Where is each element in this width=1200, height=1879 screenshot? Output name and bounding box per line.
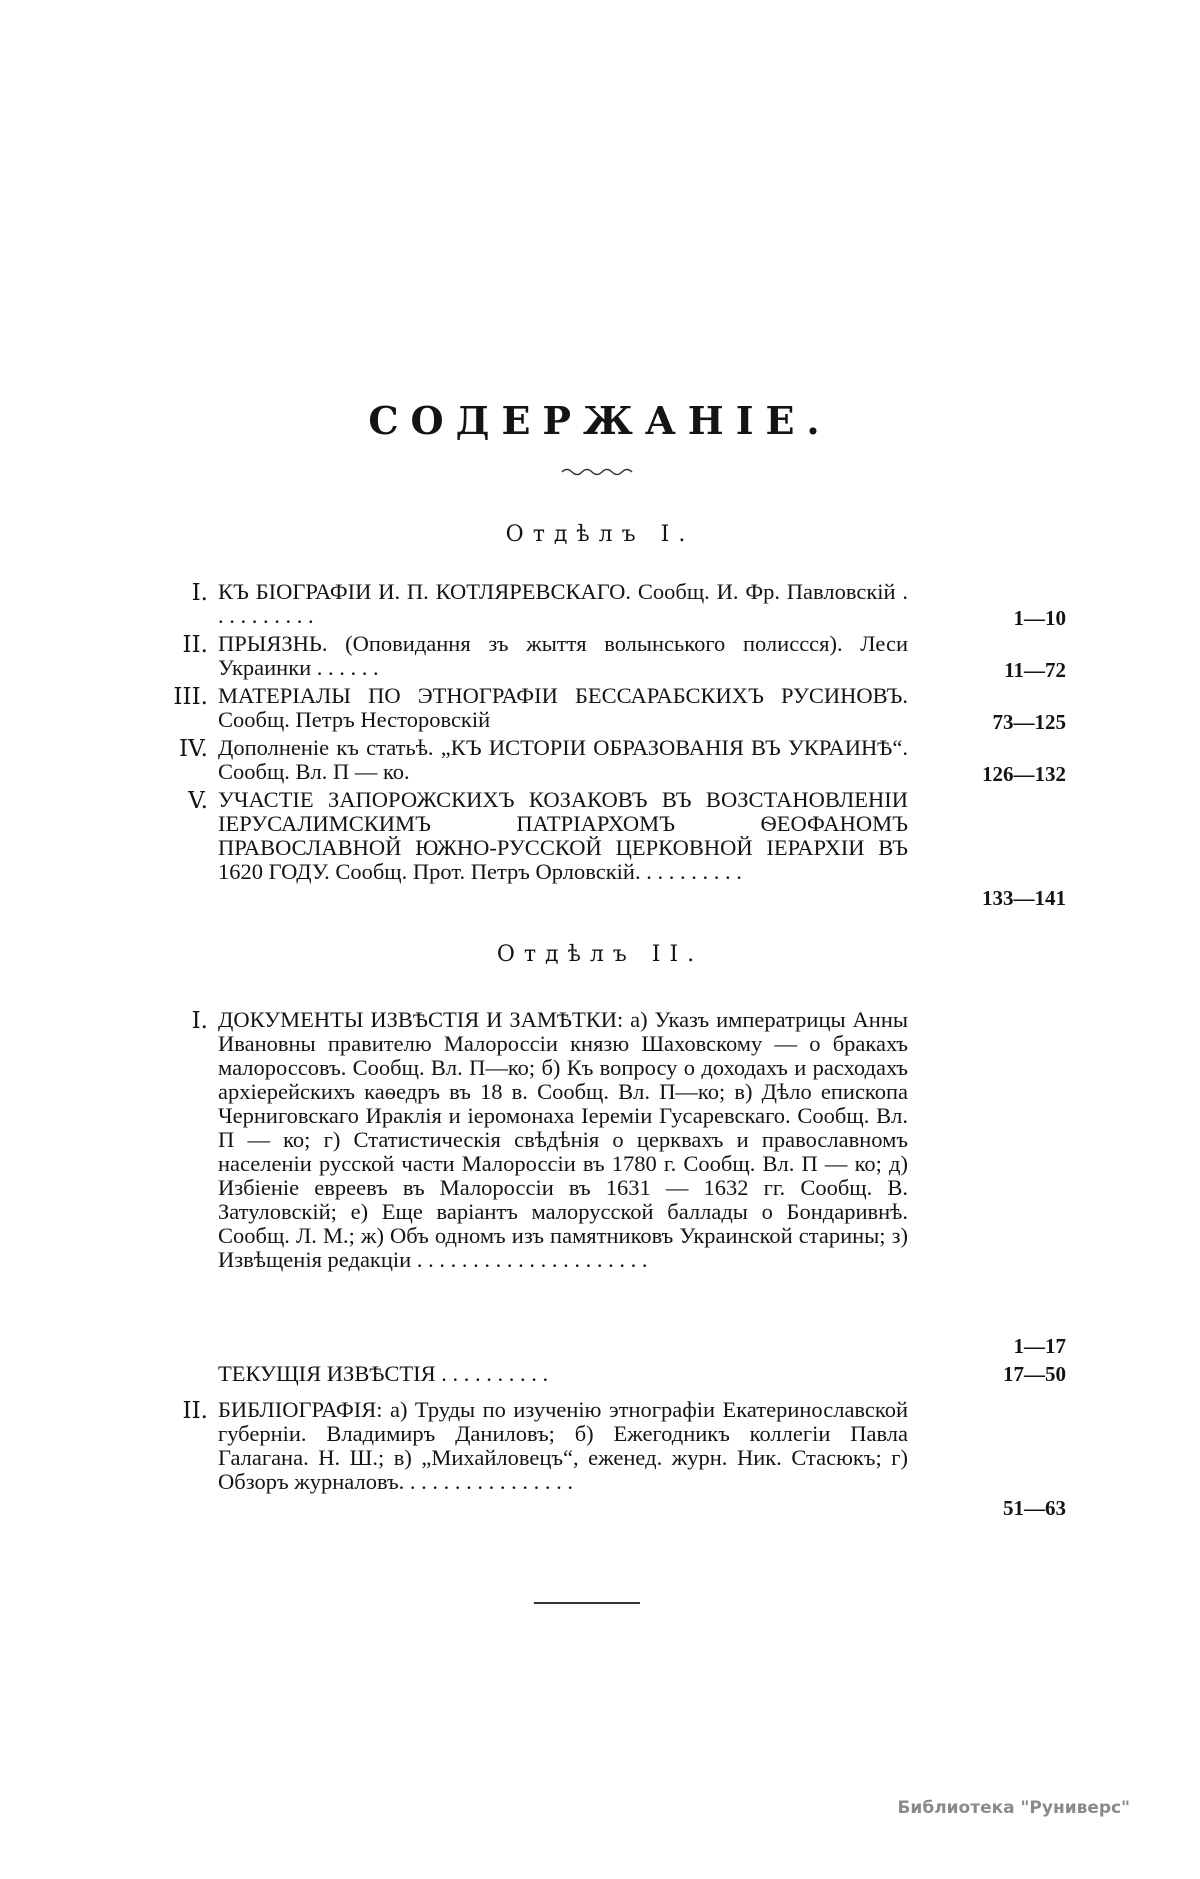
entry-pages: 51—63 <box>1003 1496 1066 1520</box>
entry-number: I. <box>191 580 208 606</box>
entry-text: ТЕКУЩІЯ ИЗВѢСТІЯ . . . . . . . . . . <box>218 1361 549 1386</box>
section-1-heading: Отдѣлъ I. <box>505 522 695 547</box>
entry-number: II. <box>182 632 208 658</box>
entry-pages: 17—50 <box>1003 1362 1066 1386</box>
entry-number: V. <box>188 788 208 814</box>
entry-text: КЪ БІОГРАФІИ И. П. КОТЛЯРЕВСКАГО. Сообщ. И. Фр. Павловскій . . . . . . . . . . <box>218 579 908 628</box>
entry-number: I. <box>191 1008 208 1034</box>
entry-number: II. <box>182 1398 208 1424</box>
entry-text: Дополненіе къ статьѣ. „КЪ ИСТОРІИ ОБРАЗОВАНІЯ ВЪ УКРАИНѢ“. Сообщ. Вл. П — ко. <box>218 735 908 784</box>
entry-pages: 133—141 <box>982 886 1066 910</box>
entry-number: IV. <box>179 736 208 762</box>
entry-pages: 73—125 <box>992 710 1066 734</box>
entry-text: БИБЛІОГРАФІЯ: а) Труды по изученію этнографіи Екатеринославской губерніи. Владимиръ Даниловъ; б) Ежегодникъ коллегіи Павла Галагана. Н. Ш.; в) „Михайловецъ“, еженед. журн. Ник. Стасюкъ; г) Обзоръ журналовъ. . . . . . . . . . . . . . . . <box>218 1397 908 1494</box>
entry-text: ПРЫЯЗНЬ. (Оповидання зъ жыття волынського полиссся). Леси Украинки . . . . . . <box>218 631 908 680</box>
page-title: СОДЕРЖАНІЕ. <box>368 398 832 443</box>
entry-text: УЧАСТІЕ ЗАПОРОЖСКИХЪ КОЗАКОВЪ ВЪ ВОЗСТАНОВЛЕНІИ ІЕРУСАЛИМСКИМЪ ПАТРІАРХОМЪ ѲЕОФАНОМЪ ПРАВОСЛАВНОЙ ЮЖНО-РУССКОЙ ЦЕРКОВНОЙ ІЕРАРХІИ ВЪ 1620 ГОДУ. Сообщ. Прот. Петръ Орловскій. . . . . . . . . . <box>218 787 908 884</box>
entry-pages: 126—132 <box>982 762 1066 786</box>
title-ornament <box>560 466 640 478</box>
entry-pages: 1—10 <box>1013 606 1066 630</box>
entry-pages: 1—17 <box>1013 1334 1066 1358</box>
entry-number: III. <box>173 684 208 710</box>
closing-rule <box>534 1602 640 1604</box>
entry-pages: 11—72 <box>1004 658 1066 682</box>
section-2-heading: Отдѣлъ II. <box>496 942 704 967</box>
entry-text: МАТЕРІАЛЫ ПО ЭТНОГРАФІИ БЕССАРАБСКИХЪ РУСИНОВЪ. Сообщ. Петръ Несторовскій <box>218 683 908 732</box>
entry-text: ДОКУМЕНТЫ ИЗВѢСТІЯ И ЗАМѢТКИ: а) Указъ императрицы Анны Ивановны правителю Малороссіи князю Шаховскому — о бракахъ малороссовъ. Сообщ. Вл. П—ко; б) Къ вопросу о доходахъ и расходахъ архіерейскихъ каѳедръ въ 18 в. Сообщ. Вл. П—ко; в) Дѣло епископа Черниговскаго Ираклія и іеромонаха Іереміи Гусаревскаго. Сообщ. Вл. П — ко; г) Статистическія свѣдѣнія о церквахъ и православномъ населеніи русской части Малороссіи въ 1780 г. Сообщ. Вл. П — ко; д) Избіеніе евреевъ въ Малороссіи въ 1631 — 1632 гг. Сообщ. В. Затуловскій; е) Еще варіантъ малорусской баллады о Бондаривнѣ. Сообщ. Л. М.; ж) Объ одномъ изъ памятниковъ Украинской старины; з) Извѣщенія редакціи . . . . . . . . . . . . . . . . . . . . . <box>218 1007 908 1272</box>
library-watermark: Библиотека "Руниверс" <box>897 1798 1130 1818</box>
